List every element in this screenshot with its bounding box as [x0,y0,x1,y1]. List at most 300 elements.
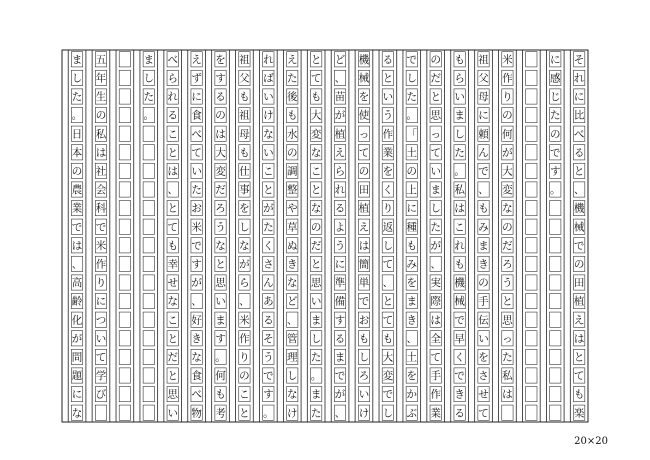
grid-cell [526,70,537,85]
grid-char: 、 [191,295,202,308]
grid-char: だ [215,184,226,197]
grid-char: も [478,202,489,215]
grid-char: は [430,314,441,327]
grid-char: 苗 [334,91,346,104]
grid-char: を [382,165,394,178]
grid-char: 整 [286,184,298,197]
grid-char: ぬ [286,239,298,252]
grid-char: で [478,165,489,178]
grid-char: 植 [358,202,370,215]
grid-cell [119,200,130,215]
grid-char: い [95,332,107,345]
grid-char: ば [263,72,274,85]
grid-cell [526,238,537,253]
grid-char: 事 [239,184,250,197]
grid-cell [143,386,154,401]
grid-char: 生 [95,91,107,104]
grid-char: い [358,388,370,401]
grid-char: 仕 [239,165,250,178]
grid-char: の [406,165,418,178]
grid-char: ま [143,53,155,66]
grid-char: 伝 [478,314,489,327]
grid-frame [62,50,588,422]
grid-char: 私 [502,370,513,383]
grid-char: 大 [502,165,513,178]
grid-char: 。 [454,165,465,178]
grid-char: ま [478,239,489,252]
grid-char: と [430,91,441,104]
grid-char: た [71,91,83,104]
grid-char: 、 [334,407,346,420]
grid-cell [143,275,154,290]
grid-char: つ [95,314,107,327]
grid-char: ま [310,314,322,327]
grid-char: ま [454,109,465,122]
grid-cell [550,256,561,271]
grid-char: で [454,370,465,383]
grid-char: 農 [71,184,83,197]
grid-char: い [430,165,441,178]
grid-char: こ [454,221,465,234]
grid-char: な [239,239,250,252]
grid-char: し [454,128,465,141]
grid-char: 楽 [573,407,585,420]
grid-cell [526,52,537,67]
grid-char: で [406,53,418,66]
grid-char: せ [478,388,489,401]
grid-char: 物 [191,407,202,420]
grid-char: 、 [478,184,489,197]
grid-cell [526,312,537,327]
grid-char: を [406,370,418,383]
grid-char: ろ [358,370,370,383]
grid-char: て [358,146,370,159]
grid-char: に [71,388,83,401]
grid-char: べ [167,53,178,66]
grid-char: と [573,165,585,178]
grid-char: び [95,388,107,401]
grid-char: 。 [310,370,322,383]
grid-char: れ [167,91,178,104]
grid-cell [526,89,537,104]
grid-char: も [573,388,585,401]
grid-char: た [143,91,155,104]
grid-char: で [454,314,465,327]
grid-cell [143,293,154,308]
grid-char: も [454,258,465,271]
grid-char: は [95,146,107,159]
grid-char: で [334,370,346,383]
grid-char: 後 [286,91,298,104]
grid-char: で [382,388,394,401]
grid-char: れ [263,53,274,66]
grid-char: と [167,370,178,383]
grid-char: 上 [406,184,418,197]
grid-cell [526,256,537,271]
grid-char: 土 [406,351,418,364]
grid-char: は [573,332,585,345]
grid-char: を [358,91,370,104]
grid-char: 調 [286,165,298,178]
grid-char: 思 [430,109,441,122]
grid-cell [143,331,154,346]
grid-char: で [71,221,83,234]
grid-char: が [430,239,441,252]
grid-char: 。 [215,351,226,364]
grid-char: こ [167,128,178,141]
grid-char: 械 [454,295,465,308]
grid-char: す [215,332,226,345]
grid-char: た [286,72,298,85]
grid-char: を [478,351,489,364]
grid-char: 作 [95,258,107,271]
grid-char: さ [478,370,489,383]
grid-char: 齢 [71,295,83,308]
grid-char: が [334,388,346,401]
grid-char: と [263,184,274,197]
grid-char: す [191,258,202,271]
grid-char: 全 [430,332,441,345]
grid-char: す [334,314,346,327]
grid-cell [526,368,537,383]
grid-char: 。 [143,109,155,122]
grid-char: 変 [215,165,226,178]
grid-char: 作 [430,388,441,401]
grid-char: 。 [71,109,83,122]
grid-char: 械 [358,72,370,85]
grid-cell [526,182,537,197]
grid-char: る [334,332,346,345]
grid-char: が [191,277,202,290]
grid-char: 早 [454,332,465,345]
grid-char: な [263,128,274,141]
grid-char: う [382,109,394,122]
grid-cell [550,331,561,346]
grid-char: 、 [239,295,250,308]
grid-char: と [382,295,394,308]
grid-cell [526,126,537,141]
grid-char: っ [358,128,370,141]
grid-char: て [430,351,441,364]
grid-char: り [95,277,107,290]
grid-char: 際 [430,295,441,308]
grid-cell [550,386,561,401]
grid-char: 、 [286,314,298,327]
grid-char: ど [286,295,298,308]
grid-char: い [215,295,226,308]
grid-char: る [454,407,465,420]
grid-char: 問 [71,351,83,364]
grid-char: た [310,407,322,420]
grid-cell [119,368,130,383]
grid-char: と [215,258,226,271]
grid-char: ろ [502,258,513,271]
grid-cell [119,182,130,197]
grid-cell [550,293,561,308]
grid-char: し [430,202,441,215]
grid-char: 好 [191,314,202,327]
grid-char: 実 [430,277,441,290]
grid-cell [550,368,561,383]
grid-cell [143,126,154,141]
grid-char: か [406,388,418,401]
grid-char: 、 [573,184,585,197]
grid-char: そ [573,53,585,66]
grid-char: し [406,72,418,85]
grid-char: の [286,146,298,159]
grid-char: 思 [167,388,178,401]
grid-char: 五 [95,53,107,66]
grid-char: の [573,258,585,271]
grid-char: べ [573,128,585,141]
grid-char: べ [191,388,202,401]
grid-char: 母 [478,91,489,104]
grid-char: に [549,53,561,66]
grid-char: た [310,351,322,364]
grid-char: 化 [71,314,83,327]
grid-char: き [191,332,202,345]
grid-char: 私 [95,128,107,141]
grid-char: て [95,351,107,364]
grid-char: 、 [406,332,418,345]
grid-char: 「 [406,128,418,141]
grid-cell [119,275,130,290]
grid-char: 比 [573,109,585,122]
grid-char: う [334,239,346,252]
grid-char: り [239,351,250,364]
grid-char: の [215,109,226,122]
grid-char: 私 [454,184,465,197]
grid-char: と [382,72,394,85]
grid-char: え [191,53,202,66]
grid-char: を [406,277,418,290]
grid-char: が [334,109,346,122]
grid-char: の [502,109,513,122]
grid-char: れ [454,239,465,252]
grid-char: ま [406,295,418,308]
grid-char: だ [430,72,441,85]
grid-char: 高 [71,277,83,290]
grid-char: も [406,239,418,252]
grid-cell [143,200,154,215]
grid-char: 水 [286,128,298,141]
grid-char: 単 [358,277,370,290]
grid-cell [119,312,130,327]
grid-char: も [358,332,370,345]
grid-char: こ [239,388,250,401]
grid-char: 土 [406,146,418,159]
grid-char: 。 [549,184,561,197]
grid-char: っ [502,332,513,345]
grid-cell [119,126,130,141]
grid-char: す [263,388,274,401]
grid-cell [502,405,513,420]
grid-cell [550,405,561,420]
grid-char: す [215,72,226,85]
grid-char: ん [263,277,274,290]
grid-cell [143,349,154,364]
grid-cell [119,163,130,178]
grid-char: た [263,221,274,234]
grid-cell [119,293,130,308]
grid-char: し [310,332,322,345]
grid-char: が [502,146,513,159]
grid-char: ん [478,146,489,159]
grid-char: れ [334,184,346,197]
grid-char: ら [334,165,346,178]
grid-char: も [454,53,465,66]
grid-cell [143,238,154,253]
grid-cell [143,312,154,327]
grid-char: な [502,202,513,215]
grid-char: 米 [502,53,513,66]
grid-cell [143,368,154,383]
grid-cell [526,145,537,160]
grid-cell [143,163,154,178]
grid-char: な [191,351,202,364]
grid-char: 種 [406,221,418,234]
grid-cells [71,52,584,421]
grid-char: 米 [95,239,107,252]
grid-char: た [549,109,561,122]
grid-char: な [71,407,83,420]
grid-cell [526,200,537,215]
grid-char: と [167,332,178,345]
grid-char: と [167,202,178,215]
grid-char: ど [334,53,346,66]
grid-char: の [71,165,83,178]
grid-cell [550,238,561,253]
grid-char: は [358,239,370,252]
grid-char: せ [167,277,178,290]
grid-char: ら [239,277,250,290]
grid-char: て [310,72,322,85]
grid-cell [119,405,130,420]
grid-char: で [549,146,561,159]
grid-char: て [382,258,394,271]
grid-char: さ [263,258,274,271]
grid-char: の [549,128,561,141]
grid-char: 理 [286,351,298,364]
grid-char: の [239,370,250,383]
grid-char: て [382,314,394,327]
grid-char: た [502,351,513,364]
grid-cell [119,107,130,122]
grid-char: す [549,165,561,178]
grid-char: け [358,407,370,420]
grid-char: と [310,184,322,197]
grid-char: 何 [215,370,226,383]
grid-char: 年 [95,72,107,85]
grid-char: い [310,295,322,308]
grid-char: し [71,72,83,85]
grid-char: な [310,146,322,159]
grid-char: し [286,370,298,383]
grid-char: 簡 [358,258,370,271]
grid-cell [119,386,130,401]
grid-char: ぶ [406,407,418,420]
grid-cell [526,349,537,364]
grid-char: け [263,109,274,122]
grid-char: て [573,370,585,383]
grid-char: し [382,407,394,420]
grid-char: ま [334,351,346,364]
grid-char: あ [263,295,274,308]
grid-char: ま [215,314,226,327]
grid-char: に [334,258,346,271]
grid-char: 植 [573,295,585,308]
grid-cell [550,275,561,290]
grid-cell [143,256,154,271]
grid-char: や [286,202,298,215]
grid-char: え [573,314,585,327]
grid-char: の [430,53,441,66]
grid-char: 米 [239,314,250,327]
grid-char: 業 [430,407,441,420]
grid-char: そ [263,332,274,345]
grid-char: こ [167,314,178,327]
grid-char: 思 [502,314,513,327]
grid-cell [119,331,130,346]
grid-char: は [215,128,226,141]
grid-char: 米 [191,221,202,234]
grid-char: べ [191,128,202,141]
sheet-size-label: 20×20 [574,436,608,447]
grid-char: じ [549,91,561,104]
grid-char: ま [430,184,441,197]
grid-char: 機 [573,202,585,215]
grid-char: し [143,72,155,85]
grid-cell [119,238,130,253]
grid-char: っ [430,128,441,141]
grid-char: る [215,91,226,104]
grid-char: 父 [239,72,250,85]
grid-char: る [167,109,178,122]
grid-char: 、 [430,258,441,271]
grid-char: い [382,91,394,104]
grid-char: て [478,407,489,420]
grid-char: 祖 [478,53,489,66]
grid-char: た [430,221,441,234]
grid-char: 大 [310,109,322,122]
grid-char: 、 [382,277,394,290]
grid-char: 大 [382,351,394,364]
grid-cell [119,256,130,271]
grid-char: 思 [215,277,226,290]
grid-char: こ [263,165,274,178]
grid-char: 感 [549,72,561,85]
grid-char: お [191,202,202,215]
grid-char: 幸 [167,258,178,271]
grid-cell [119,145,130,160]
grid-char: 作 [502,72,513,85]
grid-char: 、 [71,258,83,271]
grid-char: 父 [478,72,489,85]
grid-char: ら [454,72,465,85]
grid-char: 祖 [239,109,250,122]
grid-char: 田 [573,277,585,290]
grid-char: 使 [358,109,370,122]
grid-char: 日 [71,128,83,141]
grid-char: の [502,221,513,234]
grid-char: う [215,221,226,234]
grid-char: な [286,277,298,290]
grid-cell [550,200,561,215]
grid-char: て [167,221,178,234]
grid-char: た [454,146,465,159]
grid-char: い [454,91,465,104]
grid-char: 題 [71,370,83,383]
